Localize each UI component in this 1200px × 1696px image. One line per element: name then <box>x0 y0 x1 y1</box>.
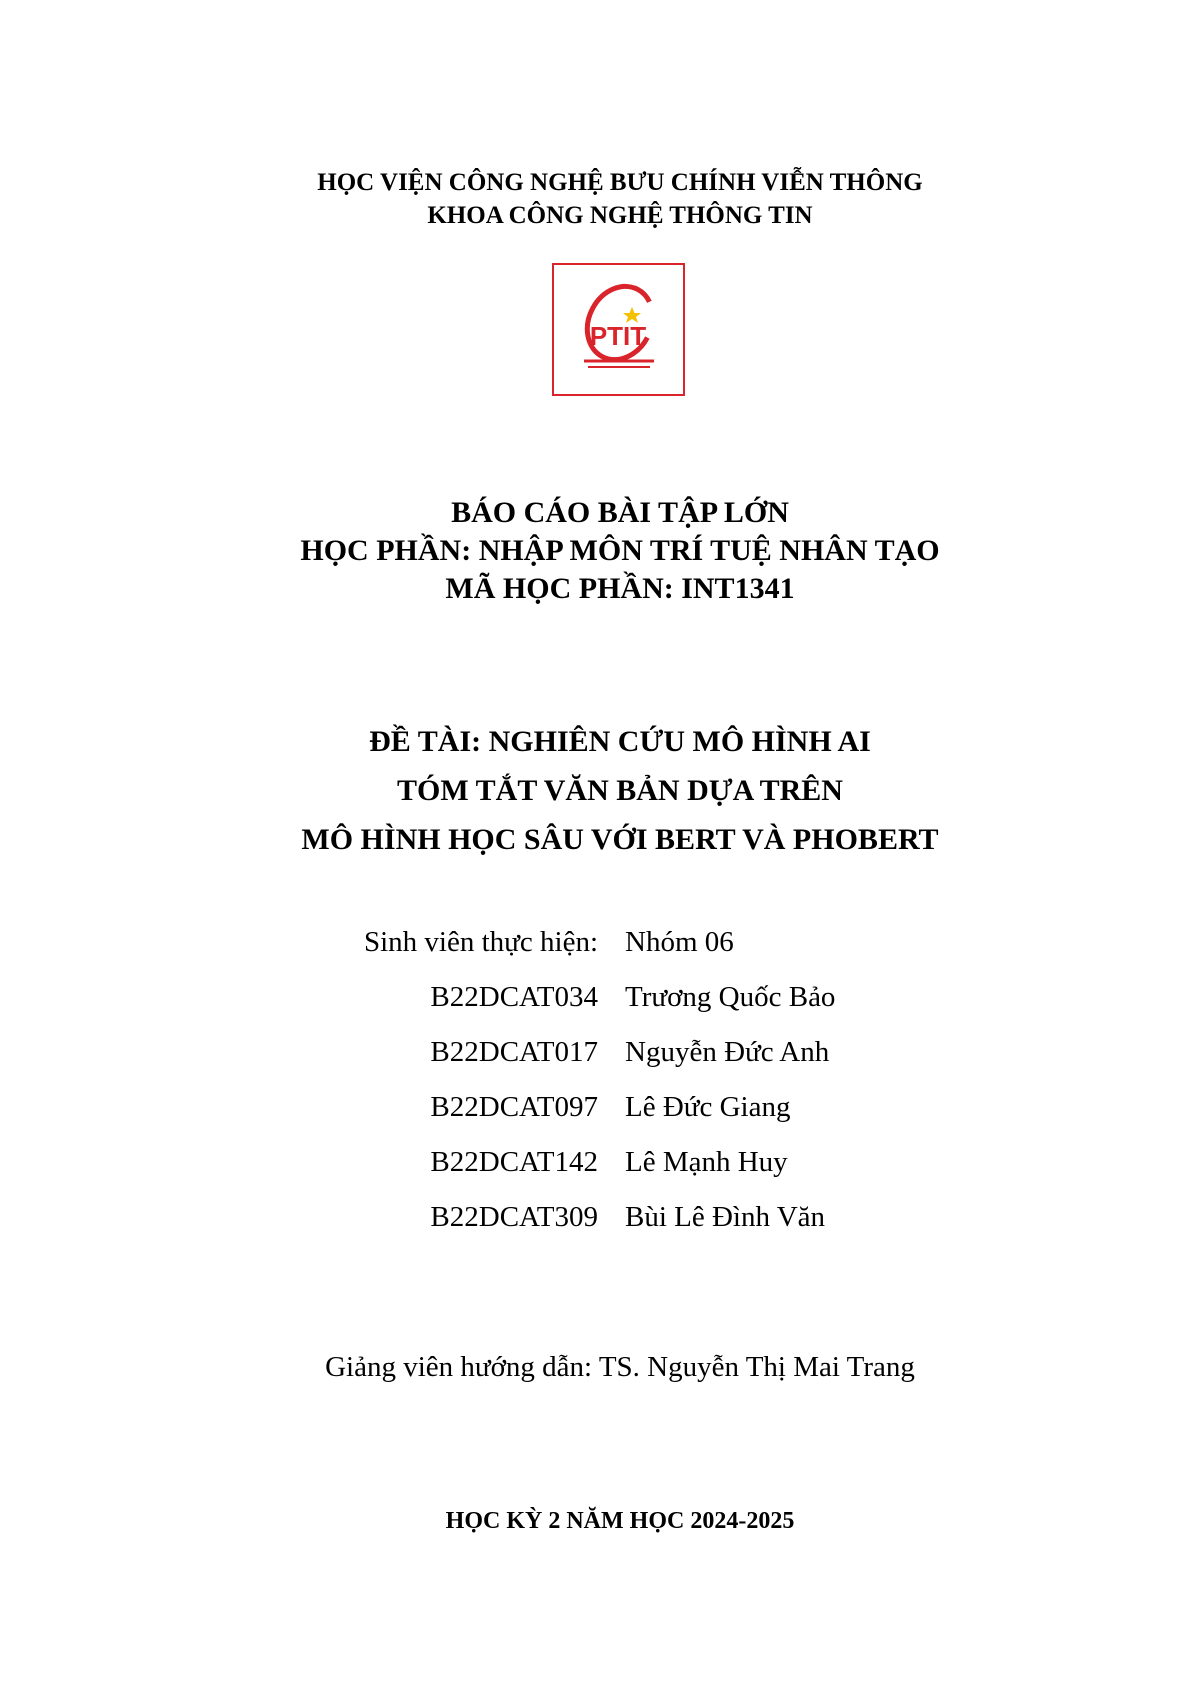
semester: HỌC KỲ 2 NĂM HỌC 2024-2025 <box>445 1508 795 1534</box>
members-label: Sinh viên thực hiện: <box>364 926 598 958</box>
member-row <box>0 970 1200 1025</box>
student-id: B22DCAT309 <box>430 1201 598 1233</box>
student-name: Nguyễn Đức Anh <box>625 1036 830 1068</box>
student-id: B22DCAT097 <box>430 1091 598 1123</box>
course-code: MÃ HỌC PHẦN: INT1341 <box>445 572 795 605</box>
member-row <box>0 1190 1200 1245</box>
topic-line-1: ĐỀ TÀI: NGHIÊN CỨU MÔ HÌNH AI <box>369 725 871 758</box>
student-name: Lê Mạnh Huy <box>625 1146 788 1178</box>
group-name: Nhóm 06 <box>625 926 734 958</box>
member-row <box>0 1080 1200 1135</box>
student-name: Lê Đức Giang <box>625 1091 791 1123</box>
report-title: BÁO CÁO BÀI TẬP LỚN <box>451 496 789 529</box>
student-id: B22DCAT017 <box>430 1036 598 1068</box>
faculty-name: KHOA CÔNG NGHỆ THÔNG TIN <box>427 202 813 229</box>
advisor: Giảng viên hướng dẫn: TS. Nguyễn Thị Mai Trang <box>325 1351 915 1383</box>
member-row <box>0 1135 1200 1190</box>
student-id: B22DCAT142 <box>430 1146 598 1178</box>
report-title-block <box>0 494 1200 608</box>
topic-line-3: MÔ HÌNH HỌC SÂU VỚI BERT VÀ PHOBERT <box>301 823 939 856</box>
ptit-logo <box>552 263 685 396</box>
institute-header <box>0 166 1200 232</box>
student-id: B22DCAT034 <box>430 981 598 1013</box>
topic-block <box>0 717 1200 864</box>
ptit-logo-icon <box>554 265 683 394</box>
student-name: Bùi Lê Đình Văn <box>625 1201 826 1233</box>
topic-line-2: TÓM TẮT VĂN BẢN DỰA TRÊN <box>397 774 843 807</box>
member-row <box>0 1025 1200 1080</box>
members-header-row <box>0 915 1200 970</box>
student-name: Trương Quốc Bảo <box>625 981 836 1013</box>
institute-name: HỌC VIỆN CÔNG NGHỆ BƯU CHÍNH VIỄN THÔNG <box>317 169 923 196</box>
logo-text: PTIT <box>589 321 647 351</box>
course-name: HỌC PHẦN: NHẬP MÔN TRÍ TUỆ NHÂN TẠO <box>300 534 940 567</box>
members-list <box>0 915 1200 1245</box>
